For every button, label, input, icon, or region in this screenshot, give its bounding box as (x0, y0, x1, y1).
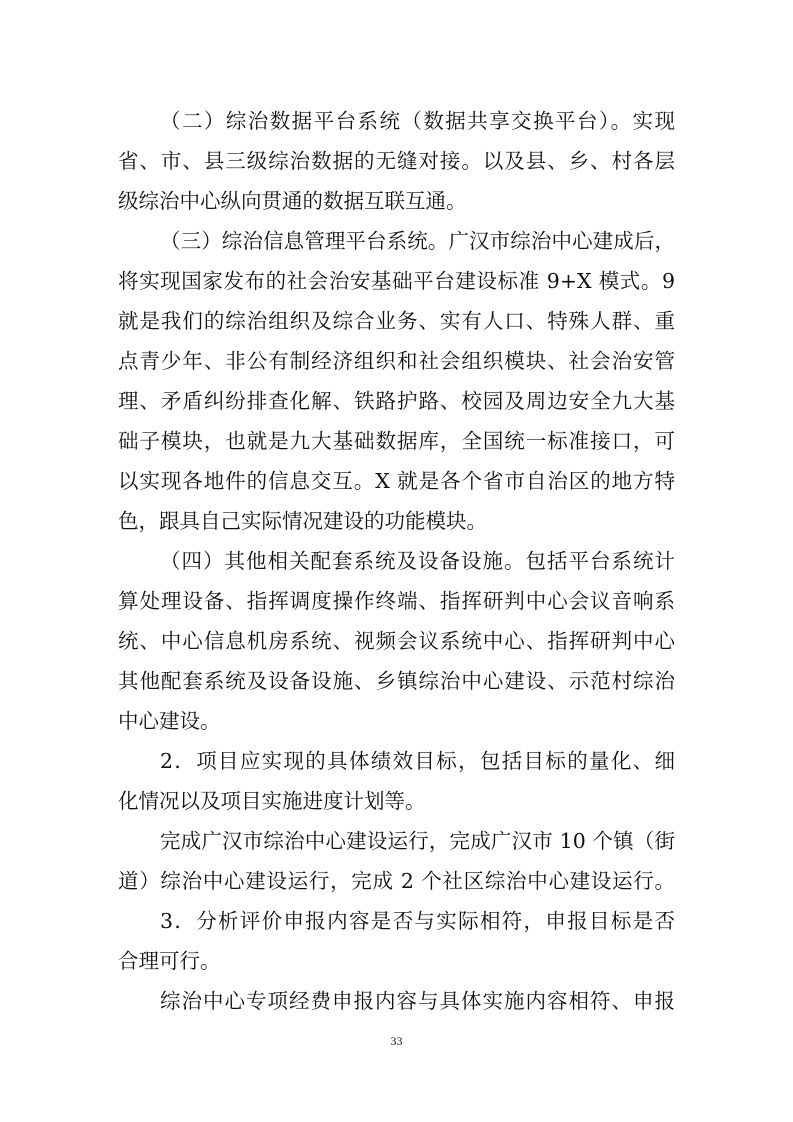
paragraph-line: 统、中心信息机房系统、视频会议系统中心、指挥研判中心 (118, 629, 675, 653)
section-heading-line: 3．分析评价申报内容是否与实际相符，申报目标是否 (160, 909, 675, 933)
paragraph-line: 将实现国家发布的社会治安基础平台建设标准 9+X 模式。9 (118, 269, 675, 293)
paragraph-line: （二）综治数据平台系统（数据共享交换平台）。实现 (160, 109, 675, 133)
paragraph-line: 础子模块，也就是九大基础数据库，全国统一标准接口，可 (118, 429, 675, 453)
paragraph-line: 完成广汉市综治中心建设运行，完成广汉市 10 个镇（街 (160, 829, 675, 853)
paragraph-line: 理、矛盾纠纷排查化解、铁路护路、校园及周边安全九大基 (118, 389, 675, 413)
paragraph-line: 道）综治中心建设运行，完成 2 个社区综治中心建设运行。 (118, 869, 675, 893)
paragraph-line: 中心建设。 (118, 709, 221, 733)
paragraph-line: 以实现各地件的信息交互。X 就是各个省市自治区的地方特 (118, 469, 675, 493)
paragraph-line: 算处理设备、指挥调度操作终端、指挥研判中心会议音响系 (118, 589, 675, 613)
paragraph-line: 就是我们的综治组织及综合业务、实有人口、特殊人群、重 (118, 309, 675, 333)
section-heading-line: 合理可行。 (118, 949, 221, 973)
paragraph-line: 级综治中心纵向贯通的数据互联互通。 (118, 189, 467, 213)
paragraph-line: 点青少年、非公有制经济组织和社会组织模块、社会治安管 (118, 349, 675, 373)
section-heading-line: 2．项目应实现的具体绩效目标，包括目标的量化、细 (160, 749, 675, 773)
paragraph-line: 色，跟具自己实际情况建设的功能模块。 (118, 509, 487, 533)
paragraph-line: （四）其他相关配套系统及设备设施。包括平台系统计 (160, 549, 675, 573)
paragraph-line: 其他配套系统及设备设施、乡镇综治中心建设、示范村综治 (118, 669, 675, 693)
section-heading-line: 化情况以及项目实施进度计划等。 (118, 789, 426, 813)
page-number: 33 (390, 1034, 403, 1048)
paragraph-line: 省、市、县三级综治数据的无缝对接。以及县、乡、村各层 (118, 149, 675, 173)
paragraph-line: （三）综治信息管理平台系统。广汉市综治中心建成后， (160, 229, 675, 253)
paragraph-line: 综治中心专项经费申报内容与具体实施内容相符、申报 (160, 989, 675, 1013)
